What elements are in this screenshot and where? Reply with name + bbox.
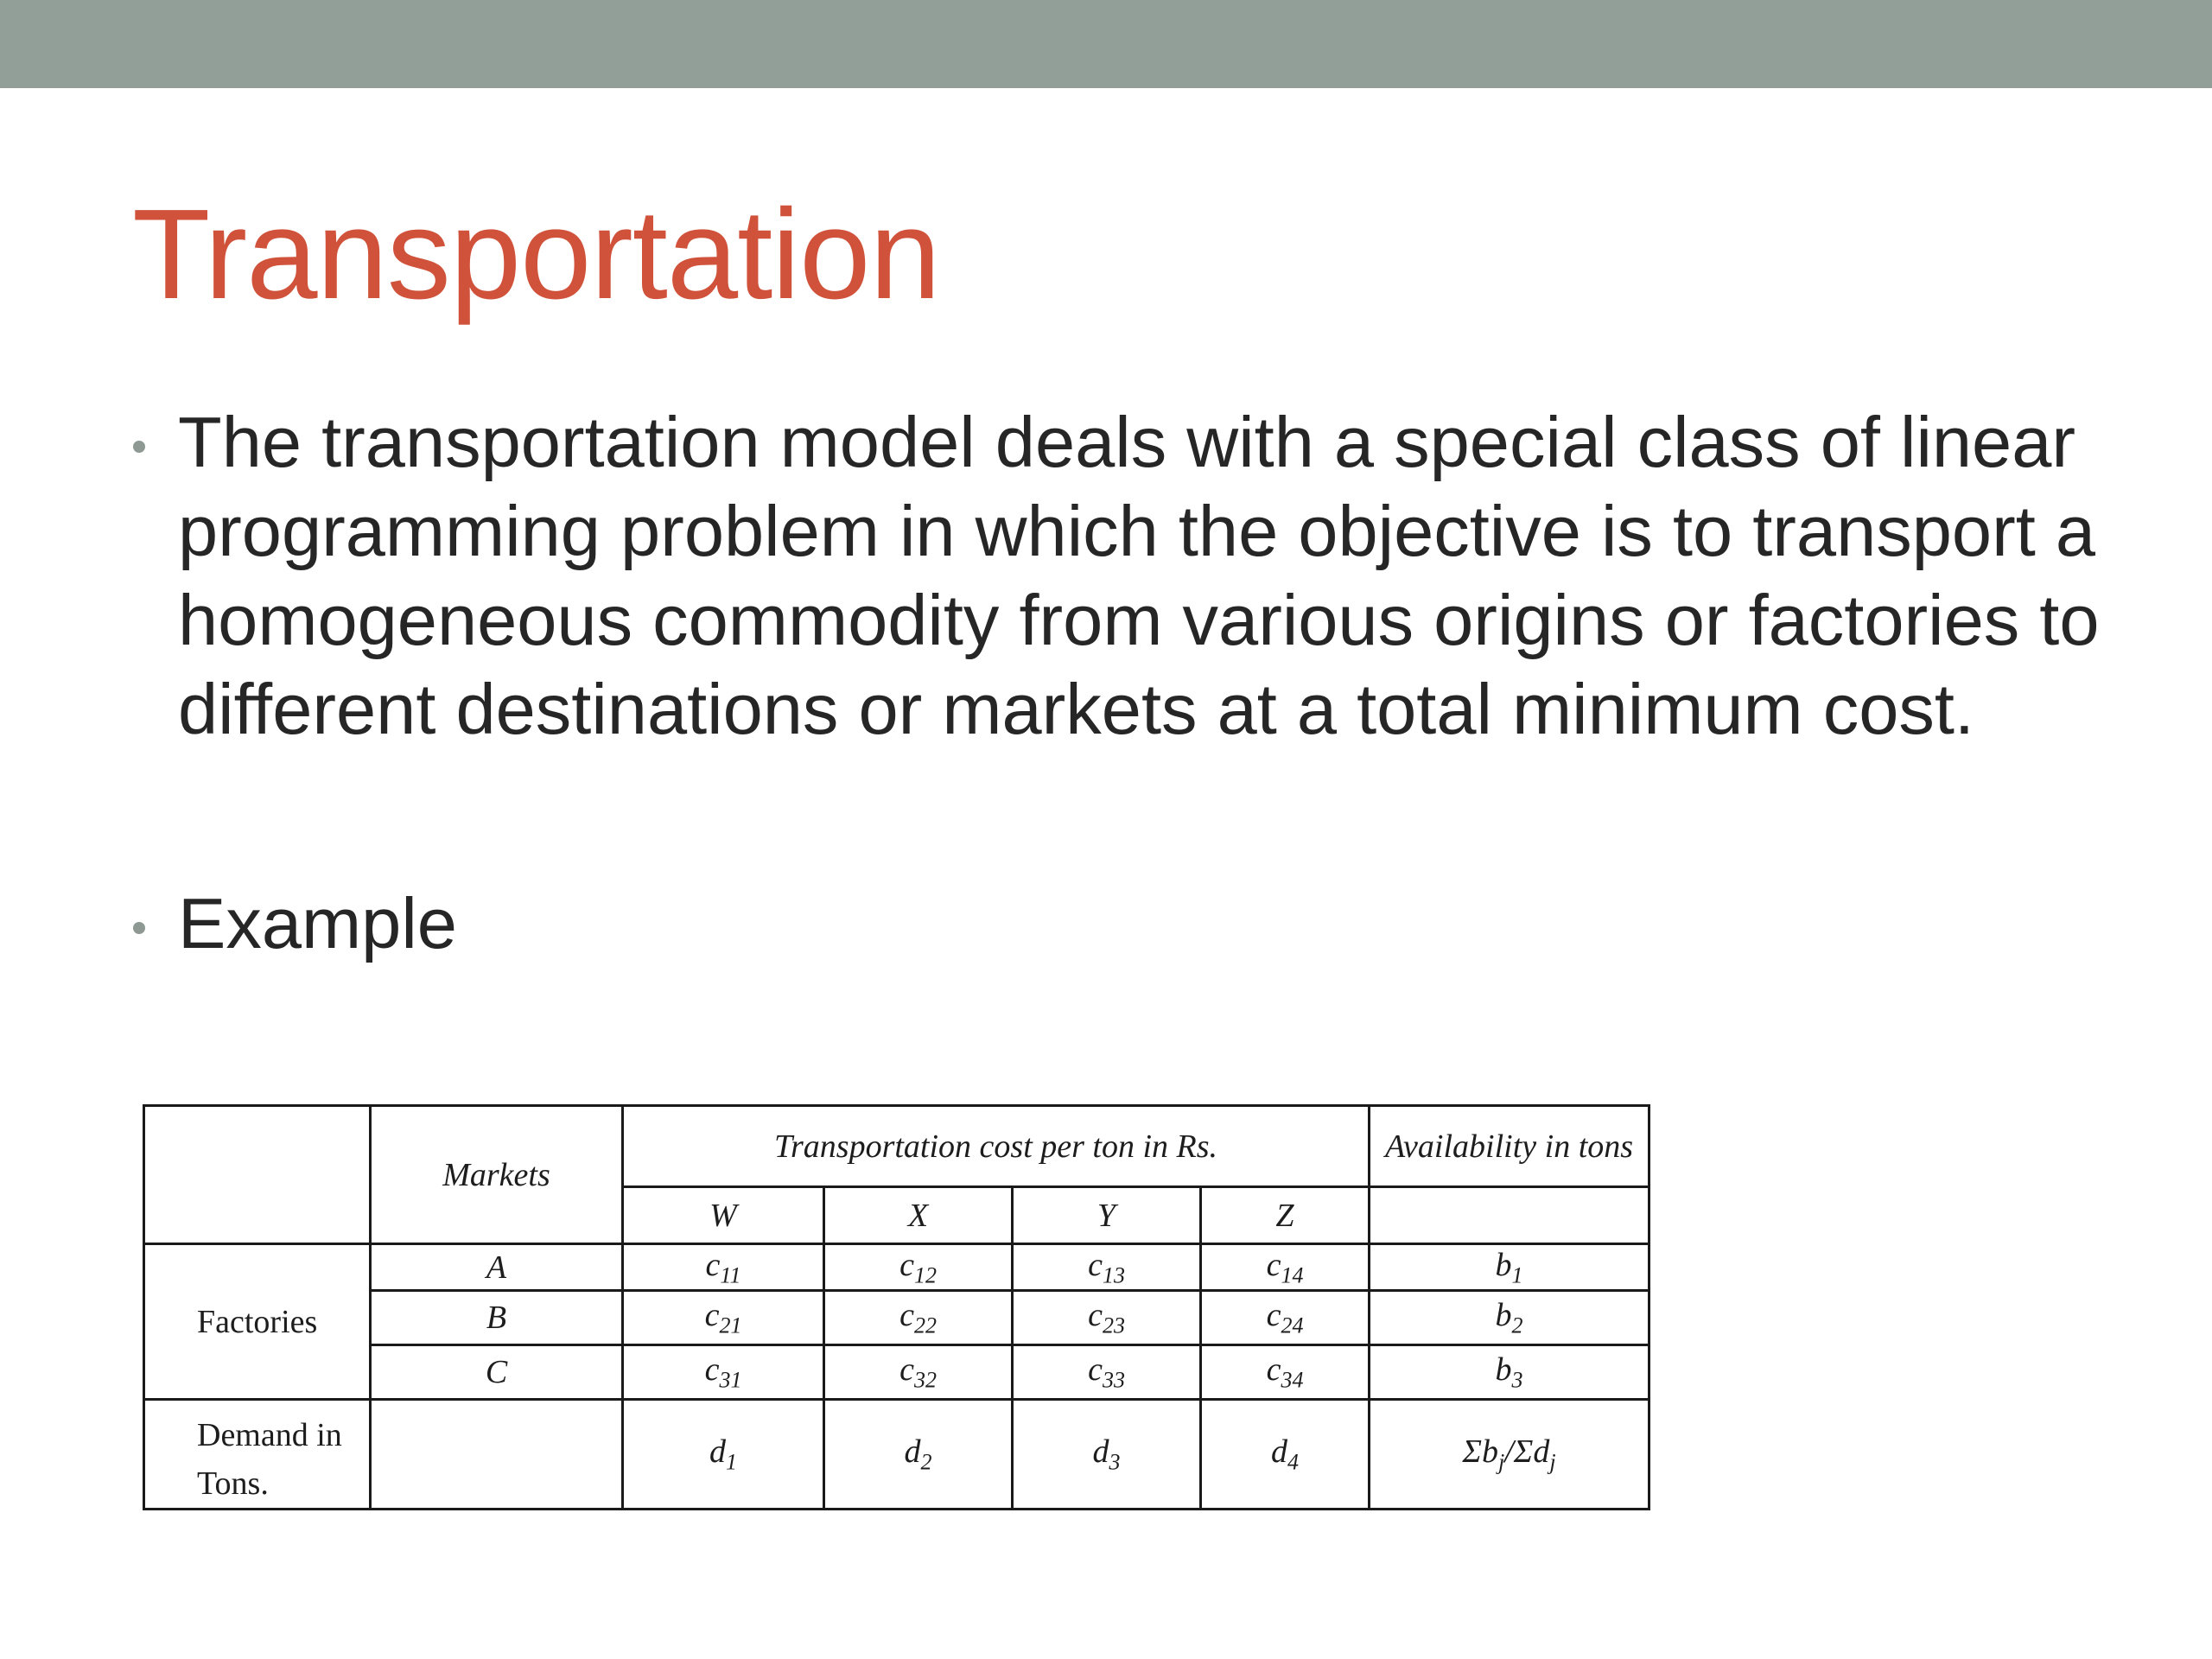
table-empty-cell <box>371 1400 623 1510</box>
factory-label: A <box>371 1244 623 1291</box>
balance-cell: $\Sigma b_j/\Sigma d_j$ <box>1370 1400 1649 1510</box>
cost-subscript: 13 <box>1102 1262 1125 1288</box>
cost-subscript: 23 <box>1102 1313 1125 1338</box>
demand-row <box>144 1400 1649 1510</box>
table-row <box>144 1291 1649 1345</box>
cost-cell: $c_{31}$ <box>623 1345 824 1400</box>
bullet-text: The transportation model deals with a special class of linear programming problem in which the objective is to transport a homogeneous commodity from various origins or factories to different destinations or markets at a total minimum cost. <box>178 402 2100 749</box>
table-row <box>144 1345 1649 1400</box>
transportation-table <box>143 1104 1650 1510</box>
demand-subscript: 2 <box>920 1449 932 1475</box>
cost-subscript: 24 <box>1281 1313 1304 1338</box>
cost-cell: $c_{11}$ <box>623 1244 824 1291</box>
slide-title: Transportation <box>132 183 940 326</box>
bullet-dot-icon <box>133 441 145 453</box>
availability-subscript: 2 <box>1511 1313 1523 1338</box>
demand-cell: $d_2$ <box>824 1400 1013 1510</box>
table-corner-cell <box>144 1106 371 1244</box>
bullet-item <box>130 397 2100 753</box>
market-col-header: X <box>824 1187 1013 1244</box>
market-col-header: W <box>623 1187 824 1244</box>
cost-cell: $c_{32}$ <box>824 1345 1013 1400</box>
demand-cell: $d_1$ <box>623 1400 824 1510</box>
cost-cell: $c_{34}$ <box>1201 1345 1370 1400</box>
cost-cell: $c_{12}$ <box>824 1244 1013 1291</box>
market-col-header: Y <box>1013 1187 1201 1244</box>
cost-subscript: 31 <box>719 1367 742 1393</box>
cost-subscript: 11 <box>720 1262 741 1288</box>
balance-subscript: j <box>1497 1449 1505 1475</box>
table-row <box>144 1244 1649 1291</box>
demand-subscript: 3 <box>1109 1449 1121 1475</box>
bullet-dot-icon <box>133 922 145 934</box>
top-accent-bar <box>0 0 2212 88</box>
availability-subscript: 1 <box>1511 1262 1523 1288</box>
cost-header: Transportation cost per ton in Rs. <box>623 1106 1370 1187</box>
demand-subscript: 4 <box>1287 1449 1299 1475</box>
availability-subscript: 3 <box>1511 1367 1523 1393</box>
cost-cell: $c_{24}$ <box>1201 1291 1370 1345</box>
availability-header: Availability in tons <box>1370 1106 1649 1187</box>
availability-cell: $b_3$ <box>1370 1345 1649 1400</box>
availability-cell: $b_2$ <box>1370 1291 1649 1345</box>
cost-subscript: 32 <box>913 1367 937 1393</box>
cost-subscript: 33 <box>1102 1367 1125 1393</box>
cost-cell: $c_{23}$ <box>1013 1291 1201 1345</box>
bullet-list <box>130 397 2100 968</box>
cost-cell: $c_{21}$ <box>623 1291 824 1345</box>
cost-subscript: 12 <box>913 1262 937 1288</box>
demand-cell: $d_4$ <box>1201 1400 1370 1510</box>
demand-cell: $d_3$ <box>1013 1400 1201 1510</box>
table-empty-cell <box>1370 1187 1649 1244</box>
availability-cell: $b_1$ <box>1370 1244 1649 1291</box>
cost-subscript: 21 <box>719 1313 742 1338</box>
factories-label: Factories <box>144 1244 371 1400</box>
demand-subscript: 1 <box>726 1449 737 1475</box>
demand-label-line: Demand in <box>197 1417 342 1453</box>
cost-cell: $c_{13}$ <box>1013 1244 1201 1291</box>
market-col-header: Z <box>1201 1187 1370 1244</box>
cost-cell: $c_{14}$ <box>1201 1244 1370 1291</box>
cost-subscript: 14 <box>1281 1262 1304 1288</box>
bullet-text: Example <box>178 883 457 963</box>
cost-cell: $c_{33}$ <box>1013 1345 1201 1400</box>
factory-label: B <box>371 1291 623 1345</box>
cost-subscript: 22 <box>913 1313 937 1338</box>
bullet-item <box>130 879 2100 968</box>
cost-subscript: 34 <box>1281 1367 1304 1393</box>
markets-header: Markets <box>371 1106 623 1244</box>
demand-label-line: Tons. <box>197 1465 269 1502</box>
balance-subscript: j <box>1549 1449 1556 1475</box>
factory-label: C <box>371 1345 623 1400</box>
demand-label <box>144 1400 371 1510</box>
cost-cell: $c_{22}$ <box>824 1291 1013 1345</box>
table-header-row <box>144 1106 1649 1187</box>
